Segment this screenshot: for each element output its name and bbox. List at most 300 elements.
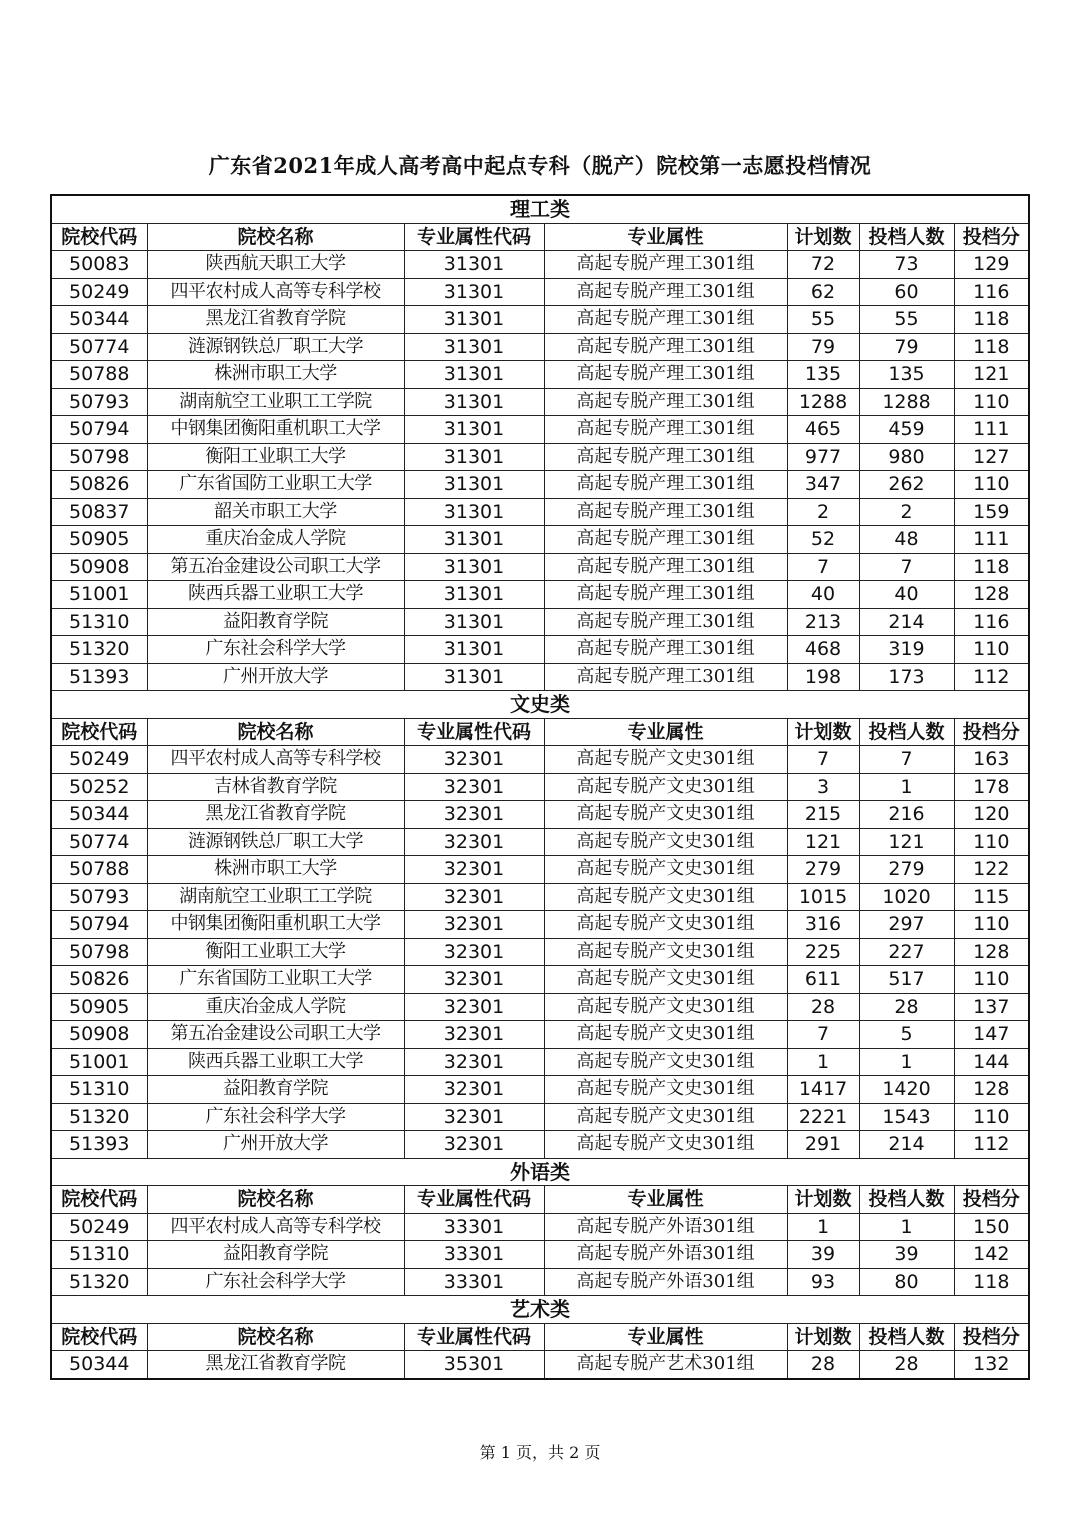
plan-count-cell: 316 xyxy=(787,911,859,939)
admitted-count-cell: 1420 xyxy=(859,1076,954,1104)
admitted-count-cell: 28 xyxy=(859,1351,954,1379)
major-attr-code-cell: 31301 xyxy=(404,471,544,499)
table-row xyxy=(51,1131,1029,1159)
admission-score-cell: 110 xyxy=(954,911,1029,939)
major-attr-cell: 高起专脱产文史301组 xyxy=(544,1131,787,1159)
plan-count-cell: 611 xyxy=(787,966,859,994)
plan-count-cell: 215 xyxy=(787,801,859,829)
admitted-count-cell: 459 xyxy=(859,416,954,444)
plan-count-cell: 72 xyxy=(787,251,859,279)
admitted-count-cell: 1 xyxy=(859,1213,954,1241)
column-header: 投档人数 xyxy=(859,1186,954,1214)
column-header: 院校代码 xyxy=(51,718,147,746)
column-header: 院校名称 xyxy=(147,1323,404,1351)
major-attr-cell: 高起专脱产外语301组 xyxy=(544,1268,787,1296)
major-attr-cell: 高起专脱产文史301组 xyxy=(544,993,787,1021)
admission-score-cell: 122 xyxy=(954,856,1029,884)
plan-count-cell: 279 xyxy=(787,856,859,884)
school-code-cell: 50344 xyxy=(51,1351,147,1379)
plan-count-cell: 465 xyxy=(787,416,859,444)
major-attr-code-cell: 31301 xyxy=(404,361,544,389)
admitted-count-cell: 60 xyxy=(859,278,954,306)
major-attr-code-cell: 31301 xyxy=(404,608,544,636)
admitted-count-cell: 980 xyxy=(859,443,954,471)
admission-score-cell: 121 xyxy=(954,361,1029,389)
table-row xyxy=(51,801,1029,829)
admission-score-cell: 118 xyxy=(954,1268,1029,1296)
column-header: 专业属性 xyxy=(544,1323,787,1351)
admission-score-cell: 111 xyxy=(954,526,1029,554)
column-header: 专业属性代码 xyxy=(404,1323,544,1351)
school-code-cell: 50826 xyxy=(51,966,147,994)
school-name-cell: 广东社会科学大学 xyxy=(147,1103,404,1131)
major-attr-code-cell: 32301 xyxy=(404,746,544,774)
admitted-count-cell: 7 xyxy=(859,553,954,581)
major-attr-cell: 高起专脱产文史301组 xyxy=(544,1021,787,1049)
school-code-cell: 51320 xyxy=(51,636,147,664)
school-code-cell: 50905 xyxy=(51,993,147,1021)
school-code-cell: 50774 xyxy=(51,828,147,856)
admission-score-cell: 159 xyxy=(954,498,1029,526)
school-name-cell: 四平农村成人高等专科学校 xyxy=(147,746,404,774)
school-code-cell: 50837 xyxy=(51,498,147,526)
admitted-count-cell: 73 xyxy=(859,251,954,279)
school-code-cell: 50908 xyxy=(51,553,147,581)
table-row xyxy=(51,1048,1029,1076)
major-attr-code-cell: 31301 xyxy=(404,251,544,279)
admitted-count-cell: 121 xyxy=(859,828,954,856)
school-code-cell: 51320 xyxy=(51,1268,147,1296)
admission-score-cell: 116 xyxy=(954,608,1029,636)
major-attr-code-cell: 32301 xyxy=(404,1076,544,1104)
admitted-count-cell: 297 xyxy=(859,911,954,939)
table-row xyxy=(51,883,1029,911)
admission-score-cell: 110 xyxy=(954,1103,1029,1131)
plan-count-cell: 62 xyxy=(787,278,859,306)
admitted-count-cell: 216 xyxy=(859,801,954,829)
school-code-cell: 51320 xyxy=(51,1103,147,1131)
table-row xyxy=(51,333,1029,361)
major-attr-cell: 高起专脱产理工301组 xyxy=(544,498,787,526)
major-attr-cell: 高起专脱产文史301组 xyxy=(544,966,787,994)
admission-score-cell: 110 xyxy=(954,388,1029,416)
school-code-cell: 51393 xyxy=(51,1131,147,1159)
table-row xyxy=(51,856,1029,884)
column-header-row xyxy=(51,1186,1029,1214)
column-header: 院校名称 xyxy=(147,718,404,746)
plan-count-cell: 28 xyxy=(787,1351,859,1379)
column-header: 院校代码 xyxy=(51,1186,147,1214)
column-header: 专业属性代码 xyxy=(404,223,544,251)
admitted-count-cell: 48 xyxy=(859,526,954,554)
admission-score-cell: 112 xyxy=(954,663,1029,691)
admitted-count-cell: 80 xyxy=(859,1268,954,1296)
table-row xyxy=(51,581,1029,609)
column-header: 专业属性代码 xyxy=(404,718,544,746)
plan-count-cell: 198 xyxy=(787,663,859,691)
column-header-row xyxy=(51,223,1029,251)
admission-score-cell: 142 xyxy=(954,1241,1029,1269)
school-code-cell: 51393 xyxy=(51,663,147,691)
school-name-cell: 益阳教育学院 xyxy=(147,1076,404,1104)
plan-count-cell: 1015 xyxy=(787,883,859,911)
plan-count-cell: 7 xyxy=(787,1021,859,1049)
admission-score-cell: 150 xyxy=(954,1213,1029,1241)
plan-count-cell: 1 xyxy=(787,1213,859,1241)
admitted-count-cell: 517 xyxy=(859,966,954,994)
column-header: 投档人数 xyxy=(859,718,954,746)
admission-score-cell: 112 xyxy=(954,1131,1029,1159)
major-attr-cell: 高起专脱产理工301组 xyxy=(544,581,787,609)
section-title: 理工类 xyxy=(51,195,1029,223)
column-header: 投档分 xyxy=(954,223,1029,251)
major-attr-cell: 高起专脱产理工301组 xyxy=(544,636,787,664)
column-header: 院校代码 xyxy=(51,223,147,251)
major-attr-cell: 高起专脱产文史301组 xyxy=(544,1076,787,1104)
admission-score-cell: 128 xyxy=(954,1076,1029,1104)
table-row xyxy=(51,471,1029,499)
admitted-count-cell: 79 xyxy=(859,333,954,361)
admitted-count-cell: 227 xyxy=(859,938,954,966)
admitted-count-cell: 262 xyxy=(859,471,954,499)
page-footer: 第 1 页，共 2 页 xyxy=(479,1443,601,1462)
school-name-cell: 四平农村成人高等专科学校 xyxy=(147,1213,404,1241)
major-attr-cell: 高起专脱产理工301组 xyxy=(544,526,787,554)
table-row xyxy=(51,553,1029,581)
major-attr-code-cell: 31301 xyxy=(404,663,544,691)
major-attr-code-cell: 32301 xyxy=(404,993,544,1021)
school-name-cell: 重庆冶金成人学院 xyxy=(147,993,404,1021)
column-header: 专业属性 xyxy=(544,1186,787,1214)
column-header: 院校名称 xyxy=(147,1186,404,1214)
admitted-count-cell: 173 xyxy=(859,663,954,691)
school-name-cell: 广州开放大学 xyxy=(147,1131,404,1159)
admission-score-cell: 137 xyxy=(954,993,1029,1021)
admitted-count-cell: 214 xyxy=(859,608,954,636)
plan-count-cell: 121 xyxy=(787,828,859,856)
school-code-cell: 50774 xyxy=(51,333,147,361)
school-code-cell: 50249 xyxy=(51,1213,147,1241)
section-title: 文史类 xyxy=(51,691,1029,719)
admission-score-cell: 128 xyxy=(954,581,1029,609)
school-code-cell: 50798 xyxy=(51,443,147,471)
table-row xyxy=(51,1241,1029,1269)
school-name-cell: 广州开放大学 xyxy=(147,663,404,691)
major-attr-code-cell: 32301 xyxy=(404,828,544,856)
column-header: 投档人数 xyxy=(859,1323,954,1351)
school-code-cell: 50249 xyxy=(51,278,147,306)
column-header-row xyxy=(51,718,1029,746)
school-name-cell: 陕西航天职工大学 xyxy=(147,251,404,279)
document-title: 广东省2021年成人高考高中起点专科（脱产）院校第一志愿投档情况 xyxy=(208,153,872,178)
major-attr-code-cell: 31301 xyxy=(404,388,544,416)
school-code-cell: 50794 xyxy=(51,911,147,939)
plan-count-cell: 79 xyxy=(787,333,859,361)
table-row xyxy=(51,993,1029,1021)
major-attr-cell: 高起专脱产理工301组 xyxy=(544,278,787,306)
school-name-cell: 陕西兵器工业职工大学 xyxy=(147,1048,404,1076)
plan-count-cell: 1288 xyxy=(787,388,859,416)
admission-score-cell: 115 xyxy=(954,883,1029,911)
table-row xyxy=(51,966,1029,994)
section-header-row xyxy=(51,195,1029,223)
table-row xyxy=(51,1021,1029,1049)
table-row xyxy=(51,251,1029,279)
school-code-cell: 51310 xyxy=(51,1241,147,1269)
school-name-cell: 广东社会科学大学 xyxy=(147,636,404,664)
admitted-count-cell: 1543 xyxy=(859,1103,954,1131)
major-attr-cell: 高起专脱产文史301组 xyxy=(544,883,787,911)
school-code-cell: 50788 xyxy=(51,361,147,389)
admission-score-cell: 128 xyxy=(954,938,1029,966)
admission-score-cell: 147 xyxy=(954,1021,1029,1049)
school-name-cell: 韶关市职工大学 xyxy=(147,498,404,526)
major-attr-code-cell: 32301 xyxy=(404,1131,544,1159)
column-header: 投档分 xyxy=(954,1323,1029,1351)
major-attr-code-cell: 32301 xyxy=(404,801,544,829)
table-row xyxy=(51,1268,1029,1296)
plan-count-cell: 39 xyxy=(787,1241,859,1269)
admission-score-cell: 116 xyxy=(954,278,1029,306)
major-attr-cell: 高起专脱产文史301组 xyxy=(544,801,787,829)
table-body xyxy=(51,195,1029,1379)
admitted-count-cell: 279 xyxy=(859,856,954,884)
table-row xyxy=(51,388,1029,416)
school-code-cell: 51001 xyxy=(51,581,147,609)
column-header: 计划数 xyxy=(787,1186,859,1214)
major-attr-cell: 高起专脱产艺术301组 xyxy=(544,1351,787,1379)
plan-count-cell: 1417 xyxy=(787,1076,859,1104)
major-attr-cell: 高起专脱产理工301组 xyxy=(544,416,787,444)
school-name-cell: 黑龙江省教育学院 xyxy=(147,306,404,334)
school-name-cell: 湖南航空工业职工工学院 xyxy=(147,388,404,416)
section-header-row xyxy=(51,1158,1029,1186)
school-name-cell: 益阳教育学院 xyxy=(147,608,404,636)
major-attr-cell: 高起专脱产外语301组 xyxy=(544,1241,787,1269)
table-row xyxy=(51,361,1029,389)
school-code-cell: 50793 xyxy=(51,388,147,416)
column-header: 计划数 xyxy=(787,223,859,251)
school-code-cell: 50344 xyxy=(51,801,147,829)
school-name-cell: 广东社会科学大学 xyxy=(147,1268,404,1296)
major-attr-cell: 高起专脱产理工301组 xyxy=(544,443,787,471)
school-name-cell: 涟源钢铁总厂职工大学 xyxy=(147,333,404,361)
plan-count-cell: 213 xyxy=(787,608,859,636)
admitted-count-cell: 55 xyxy=(859,306,954,334)
major-attr-cell: 高起专脱产文史301组 xyxy=(544,938,787,966)
major-attr-code-cell: 31301 xyxy=(404,306,544,334)
school-name-cell: 湖南航空工业职工工学院 xyxy=(147,883,404,911)
admission-score-cell: 110 xyxy=(954,636,1029,664)
admission-score-cell: 132 xyxy=(954,1351,1029,1379)
plan-count-cell: 52 xyxy=(787,526,859,554)
school-code-cell: 50793 xyxy=(51,883,147,911)
section-header-row xyxy=(51,691,1029,719)
column-header: 院校代码 xyxy=(51,1323,147,1351)
admission-score-cell: 118 xyxy=(954,553,1029,581)
major-attr-code-cell: 31301 xyxy=(404,526,544,554)
major-attr-code-cell: 31301 xyxy=(404,553,544,581)
admission-score-cell: 118 xyxy=(954,306,1029,334)
school-name-cell: 益阳教育学院 xyxy=(147,1241,404,1269)
admitted-count-cell: 1020 xyxy=(859,883,954,911)
school-name-cell: 株洲市职工大学 xyxy=(147,856,404,884)
major-attr-cell: 高起专脱产文史301组 xyxy=(544,911,787,939)
admitted-count-cell: 40 xyxy=(859,581,954,609)
column-header: 投档人数 xyxy=(859,223,954,251)
major-attr-cell: 高起专脱产文史301组 xyxy=(544,1103,787,1131)
school-code-cell: 50798 xyxy=(51,938,147,966)
major-attr-code-cell: 32301 xyxy=(404,938,544,966)
major-attr-code-cell: 32301 xyxy=(404,773,544,801)
plan-count-cell: 135 xyxy=(787,361,859,389)
admission-score-cell: 110 xyxy=(954,828,1029,856)
major-attr-code-cell: 31301 xyxy=(404,333,544,361)
plan-count-cell: 7 xyxy=(787,553,859,581)
admission-score-cell: 110 xyxy=(954,966,1029,994)
column-header: 专业属性 xyxy=(544,223,787,251)
major-attr-cell: 高起专脱产理工301组 xyxy=(544,608,787,636)
admission-score-cell: 111 xyxy=(954,416,1029,444)
major-attr-code-cell: 32301 xyxy=(404,1103,544,1131)
major-attr-code-cell: 32301 xyxy=(404,1048,544,1076)
major-attr-cell: 高起专脱产外语301组 xyxy=(544,1213,787,1241)
school-code-cell: 51310 xyxy=(51,608,147,636)
plan-count-cell: 3 xyxy=(787,773,859,801)
major-attr-code-cell: 35301 xyxy=(404,1351,544,1379)
plan-count-cell: 977 xyxy=(787,443,859,471)
plan-count-cell: 2 xyxy=(787,498,859,526)
school-code-cell: 50344 xyxy=(51,306,147,334)
major-attr-code-cell: 31301 xyxy=(404,581,544,609)
table-row xyxy=(51,636,1029,664)
section-title: 外语类 xyxy=(51,1158,1029,1186)
plan-count-cell: 40 xyxy=(787,581,859,609)
major-attr-cell: 高起专脱产理工301组 xyxy=(544,251,787,279)
column-header: 专业属性代码 xyxy=(404,1186,544,1214)
admitted-count-cell: 1288 xyxy=(859,388,954,416)
plan-count-cell: 347 xyxy=(787,471,859,499)
plan-count-cell: 225 xyxy=(787,938,859,966)
major-attr-cell: 高起专脱产文史301组 xyxy=(544,773,787,801)
major-attr-code-cell: 31301 xyxy=(404,636,544,664)
section-header-row xyxy=(51,1296,1029,1324)
school-name-cell: 陕西兵器工业职工大学 xyxy=(147,581,404,609)
major-attr-code-cell: 33301 xyxy=(404,1268,544,1296)
school-code-cell: 51310 xyxy=(51,1076,147,1104)
school-name-cell: 涟源钢铁总厂职工大学 xyxy=(147,828,404,856)
school-name-cell: 黑龙江省教育学院 xyxy=(147,1351,404,1379)
section-title: 艺术类 xyxy=(51,1296,1029,1324)
plan-count-cell: 1 xyxy=(787,1048,859,1076)
major-attr-code-cell: 31301 xyxy=(404,416,544,444)
admitted-count-cell: 214 xyxy=(859,1131,954,1159)
school-name-cell: 四平农村成人高等专科学校 xyxy=(147,278,404,306)
admission-score-cell: 163 xyxy=(954,746,1029,774)
major-attr-cell: 高起专脱产文史301组 xyxy=(544,1048,787,1076)
plan-count-cell: 55 xyxy=(787,306,859,334)
table-row xyxy=(51,443,1029,471)
column-header: 专业属性 xyxy=(544,718,787,746)
school-name-cell: 衡阳工业职工大学 xyxy=(147,938,404,966)
plan-count-cell: 7 xyxy=(787,746,859,774)
table-row xyxy=(51,1103,1029,1131)
admission-score-cell: 118 xyxy=(954,333,1029,361)
table-row xyxy=(51,663,1029,691)
column-header: 计划数 xyxy=(787,718,859,746)
major-attr-code-cell: 32301 xyxy=(404,1021,544,1049)
major-attr-code-cell: 33301 xyxy=(404,1241,544,1269)
admitted-count-cell: 28 xyxy=(859,993,954,1021)
school-code-cell: 50794 xyxy=(51,416,147,444)
major-attr-code-cell: 31301 xyxy=(404,498,544,526)
admission-score-cell: 129 xyxy=(954,251,1029,279)
school-name-cell: 黑龙江省教育学院 xyxy=(147,801,404,829)
table-row xyxy=(51,746,1029,774)
table-row xyxy=(51,1351,1029,1379)
major-attr-cell: 高起专脱产理工301组 xyxy=(544,388,787,416)
table-row xyxy=(51,498,1029,526)
major-attr-cell: 高起专脱产理工301组 xyxy=(544,306,787,334)
plan-count-cell: 28 xyxy=(787,993,859,1021)
admitted-count-cell: 1 xyxy=(859,773,954,801)
admitted-count-cell: 7 xyxy=(859,746,954,774)
admitted-count-cell: 2 xyxy=(859,498,954,526)
major-attr-cell: 高起专脱产理工301组 xyxy=(544,553,787,581)
school-name-cell: 广东省国防工业职工大学 xyxy=(147,966,404,994)
plan-count-cell: 468 xyxy=(787,636,859,664)
major-attr-cell: 高起专脱产理工301组 xyxy=(544,333,787,361)
school-code-cell: 50908 xyxy=(51,1021,147,1049)
column-header-row xyxy=(51,1323,1029,1351)
column-header: 计划数 xyxy=(787,1323,859,1351)
admitted-count-cell: 319 xyxy=(859,636,954,664)
major-attr-cell: 高起专脱产文史301组 xyxy=(544,828,787,856)
plan-count-cell: 2221 xyxy=(787,1103,859,1131)
school-code-cell: 50083 xyxy=(51,251,147,279)
school-code-cell: 51001 xyxy=(51,1048,147,1076)
admission-score-cell: 144 xyxy=(954,1048,1029,1076)
admission-table xyxy=(50,194,1030,1380)
table-row xyxy=(51,1076,1029,1104)
major-attr-code-cell: 32301 xyxy=(404,966,544,994)
table-row xyxy=(51,773,1029,801)
school-code-cell: 50905 xyxy=(51,526,147,554)
admission-score-cell: 127 xyxy=(954,443,1029,471)
table-row xyxy=(51,828,1029,856)
major-attr-code-cell: 31301 xyxy=(404,278,544,306)
admission-score-cell: 120 xyxy=(954,801,1029,829)
major-attr-code-cell: 32301 xyxy=(404,911,544,939)
major-attr-code-cell: 33301 xyxy=(404,1213,544,1241)
school-name-cell: 第五冶金建设公司职工大学 xyxy=(147,553,404,581)
admitted-count-cell: 135 xyxy=(859,361,954,389)
table-row xyxy=(51,938,1029,966)
school-code-cell: 50252 xyxy=(51,773,147,801)
table-row xyxy=(51,608,1029,636)
school-name-cell: 广东省国防工业职工大学 xyxy=(147,471,404,499)
major-attr-code-cell: 32301 xyxy=(404,883,544,911)
table-row xyxy=(51,278,1029,306)
school-name-cell: 第五冶金建设公司职工大学 xyxy=(147,1021,404,1049)
school-code-cell: 50826 xyxy=(51,471,147,499)
table-row xyxy=(51,1213,1029,1241)
table-row xyxy=(51,526,1029,554)
school-name-cell: 中钢集团衡阳重机职工大学 xyxy=(147,416,404,444)
table-row xyxy=(51,416,1029,444)
major-attr-cell: 高起专脱产理工301组 xyxy=(544,361,787,389)
column-header: 投档分 xyxy=(954,718,1029,746)
